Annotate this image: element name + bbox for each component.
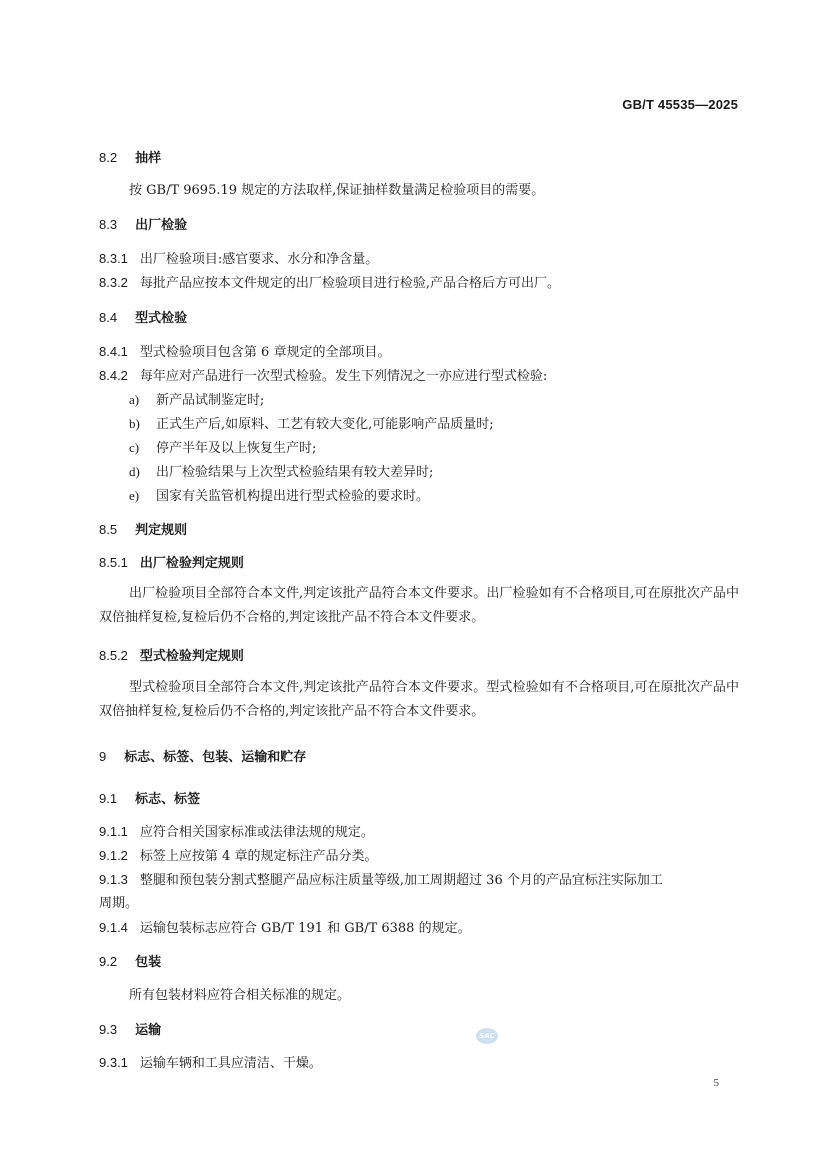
section-heading-8-5-2: 8.5.2 型式检验判定规则 (99, 648, 244, 664)
clause-9-1-1: 9.1.1 应符合相关国家标准或法律法规的规定。 (99, 824, 374, 840)
standard-number: GB/T 45535—2025 (622, 97, 738, 112)
clause-8-3-2: 8.3.2 每批产品应按本文件规定的出厂检验项目进行检验,产品合格后方可出厂。 (99, 275, 561, 291)
section-heading-8-5-1: 8.5.1 出厂检验判定规则 (99, 555, 244, 571)
section-heading-8-4: 8.4 型式检验 (99, 310, 188, 326)
clause-9-1-3: 9.1.3 整腿和预包装分割式整腿产品应标注质量等级,加工周期超过 36 个月的产品宜标注实际加工 (99, 872, 663, 888)
paragraph-9-2: 所有包装材料应符合相关标准的规定。 (129, 988, 351, 1003)
section-heading-8-3: 8.3 出厂检验 (99, 217, 188, 233)
section-heading-9-1: 9.1 标志、标签 (99, 791, 201, 807)
clause-9-1-2: 9.1.2 标签上应按第 4 章的规定标注产品分类。 (99, 848, 378, 864)
section-heading-8-2: 8.2 抽样 (99, 150, 162, 166)
clause-9-1-3-continued: 周期。 (99, 896, 139, 911)
clause-8-3-1: 8.3.1 出厂检验项目:感官要求、水分和净含量。 (99, 251, 379, 267)
list-item-b: b) 正式生产后,如原料、工艺有较大变化,可能影响产品质量时; (129, 416, 494, 432)
clause-8-4-2: 8.4.2 每年应对产品进行一次型式检验。发生下列情况之一亦应进行型式检验: (99, 368, 548, 384)
section-heading-8-5: 8.5 判定规则 (99, 522, 188, 538)
list-item-d: d) 出厂检验结果与上次型式检验结果有较大差异时; (129, 464, 434, 480)
paragraph-8-5-1: 出厂检验项目全部符合本文件,判定该批产品符合本文件要求。出厂检验如有不合格项目,可在原批次产品中双倍抽样复检,复检后仍不合格的,判定该批产品不符合本文件要求。 (99, 586, 739, 625)
list-item-e: e) 国家有关监管机构提出进行型式检验的要求时。 (129, 488, 430, 504)
chapter-heading-9: 9 标志、标签、包装、运输和贮存 (99, 749, 307, 765)
clause-9-3-1: 9.3.1 运输车辆和工具应清洁、干燥。 (99, 1055, 322, 1071)
page-number: 5 (713, 1077, 719, 1089)
section-heading-9-2: 9.2 包装 (99, 954, 162, 970)
list-item-a: a) 新产品试制鉴定时; (129, 392, 265, 408)
sac-watermark-logo: SAC (476, 1028, 498, 1044)
clause-9-1-4: 9.1.4 运输包装标志应符合 GB/T 191 和 GB/T 6388 的规定。 (99, 920, 471, 936)
paragraph-8-2: 按 GB/T 9695.19 规定的方法取样,保证抽样数量满足检验项目的需要。 (129, 183, 545, 198)
paragraph-8-5-2: 型式检验项目全部符合本文件,判定该批产品符合本文件要求。型式检验如有不合格项目,可在原批次产品中双倍抽样复检,复检后仍不合格的,判定该批产品不符合本文件要求。 (99, 680, 739, 719)
section-heading-9-3: 9.3 运输 (99, 1022, 162, 1038)
list-item-c: c) 停产半年及以上恢复生产时; (129, 440, 317, 456)
clause-8-4-1: 8.4.1 型式检验项目包含第 6 章规定的全部项目。 (99, 344, 391, 360)
